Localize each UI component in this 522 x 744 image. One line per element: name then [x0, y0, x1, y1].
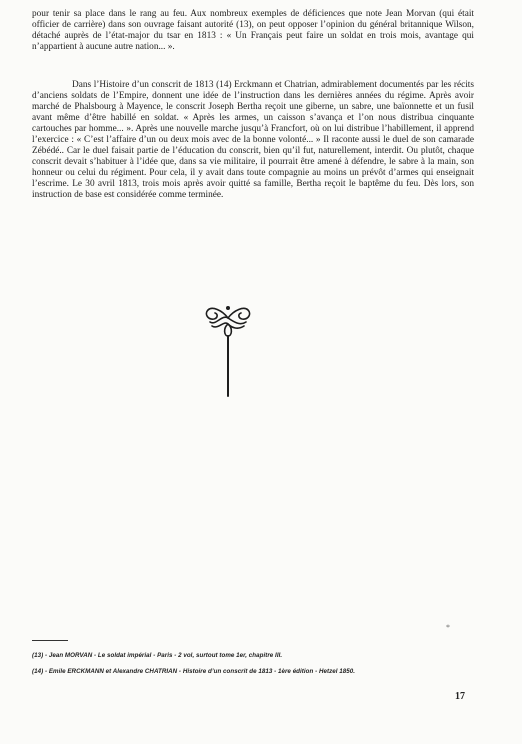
footnote-separator — [32, 640, 68, 641]
stray-mark: * — [446, 623, 450, 632]
footnote-13: (13) - Jean MORVAN - Le soldat impérial - Paris - 2 vol, surtout tome 1er, chapitre III. — [32, 652, 283, 659]
body-paragraph-1: pour tenir sa place dans le rang au feu. Aux nombreux exemples de déficiences que note Jean Morvan (qui était officier de carrière) dans son ouvrage faisant autorité (13), on peut opposer l’opinion du général britannique Wilson, détaché auprès de l’état-major du tsar en 1813 : « Un Français peut faire un soldat en trois mois, avantage qui n’appartient à aucune autre nation... ». — [32, 9, 474, 52]
fleuron-ornament-icon — [200, 300, 256, 400]
body-paragraph-2: Dans l’Histoire d’un conscrit de 1813 (14) Erckmann et Chatrian, admirablement documentés par les récits d’anciens soldats de l’Empire, donnent une idée de l’instruction dans les dernières années du régime. Après avoir marché de Phalsbourg à Mayence, le conscrit Joseph Bertha reçoit une giberne, un sabre, une baïonnette et un fusil avant même d’être habillé en soldat. « Après les armes, un caisson s’avança et l’on nous distribua cinquante cartouches par homme... ». Après une nouvelle marche jusqu’à Francfort, où on lui distribue l’habillement, il apprend l’exercice : « C’est l’affaire d’un ou deux mois avec de la bonne volonté... » Il raconte aussi le duel de son camarade Zébédé.. Car le duel faisait partie de l’éducation du conscrit, bien qu’il fut, naturellement, interdit. Ou plutôt, chaque conscrit devait s’habituer à l’idée que, dans sa vie militaire, il pourrait être amené à défendre, le sabre à la main, son honneur ou celui du régiment. Pour cela, il y avait dans toute compagnie au moins un prévôt d’armes qui enseignait l’escrime. Le 30 avril 1813, trois mois après avoir quitté sa famille, Bertha reçoit le baptême du feu. Dès lors, son instruction de base est considérée comme terminée. — [32, 80, 474, 200]
footnote-14: (14) - Emile ERCKMANN et Alexandre CHATRIAN - Histoire d’un conscrit de 1813 - 1ère édition - Hetzel 1850. — [32, 668, 355, 675]
page-number: 17 — [455, 691, 465, 702]
